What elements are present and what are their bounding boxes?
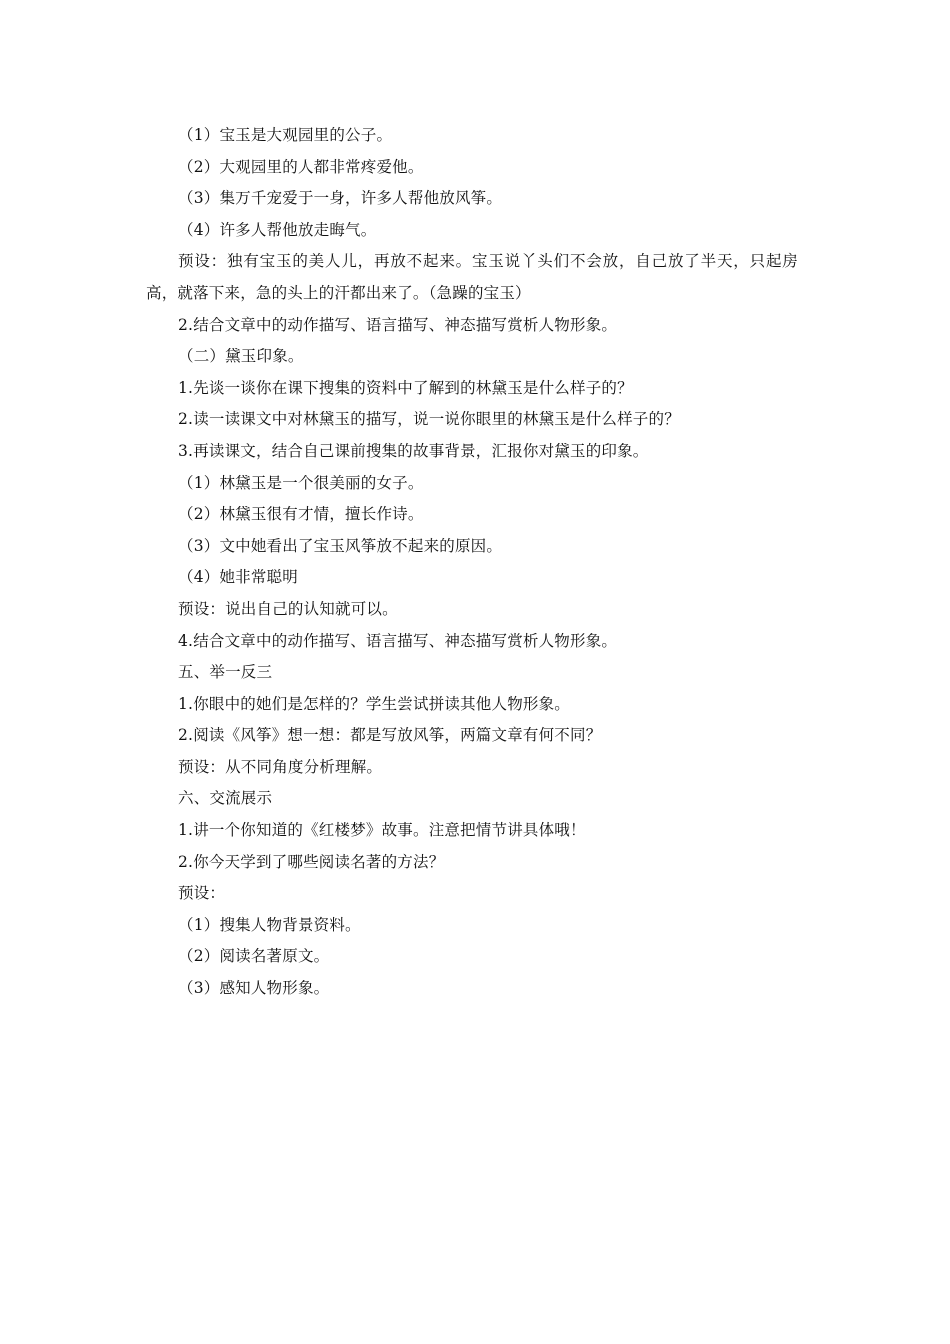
text-line: （3）感知人物形象。: [178, 979, 330, 998]
text-line: （3）集万千宠爱于一身，许多人帮他放风筝。: [178, 189, 503, 208]
text-line: 2.你今天学到了哪些阅读名著的方法？: [178, 852, 445, 871]
preset-paragraph: 预设：独有宝玉的美人儿，再放不起来。宝玉说丫头们不会放，自己放了半天，只起房高，就落下来，急的头上的汗都出来了。（急躁的宝玉）: [146, 252, 798, 302]
text-line: （2）大观园里的人都非常疼爱他。: [178, 157, 424, 176]
text-line: （4）许多人帮他放走晦气。: [178, 220, 377, 239]
section-heading: （二）黛玉印象。: [178, 347, 304, 366]
text-line: 预设：从不同角度分析理解。: [178, 757, 383, 776]
text-line: 3.再读课文，结合自己课前搜集的故事背景，汇报你对黛玉的印象。: [178, 441, 649, 460]
text-line: （3）文中她看出了宝玉风筝放不起来的原因。: [178, 536, 503, 555]
text-line: 1.你眼中的她们是怎样的？学生尝试拼读其他人物形象。: [178, 694, 570, 713]
section-heading: 五、举一反三: [178, 663, 273, 682]
text-line: 4.结合文章中的动作描写、语言描写、神态描写赏析人物形象。: [178, 631, 618, 650]
text-line: （2）阅读名著原文。: [178, 947, 330, 966]
text-line: 2.阅读《风筝》想一想：都是写放风筝，两篇文章有何不同？: [178, 726, 602, 745]
text-line: （1）林黛玉是一个很美丽的女子。: [178, 473, 424, 492]
section-heading: 六、交流展示: [178, 789, 273, 808]
text-line: （2）林黛玉很有才情，擅长作诗。: [178, 505, 424, 524]
text-line: （4）她非常聪明: [178, 568, 298, 587]
text-line: （1）搜集人物背景资料。: [178, 915, 361, 934]
text-line: 2.结合文章中的动作描写、语言描写、神态描写赏析人物形象。: [178, 315, 618, 334]
text-line: 1.先谈一谈你在课下搜集的资料中了解到的林黛玉是什么样子的？: [178, 378, 633, 397]
text-line: 2.读一读课文中对林黛玉的描写，说一说你眼里的林黛玉是什么样子的？: [178, 410, 680, 429]
document-body: [146, 120, 806, 1005]
text-line: （1）宝玉是大观园里的公子。: [178, 126, 393, 144]
text-line: 预设：说出自己的认知就可以。: [178, 599, 398, 618]
text-line: 1.讲一个你知道的《红楼梦》故事。注意把情节讲具体哦！: [178, 821, 586, 840]
text-line: 预设：: [178, 884, 226, 903]
